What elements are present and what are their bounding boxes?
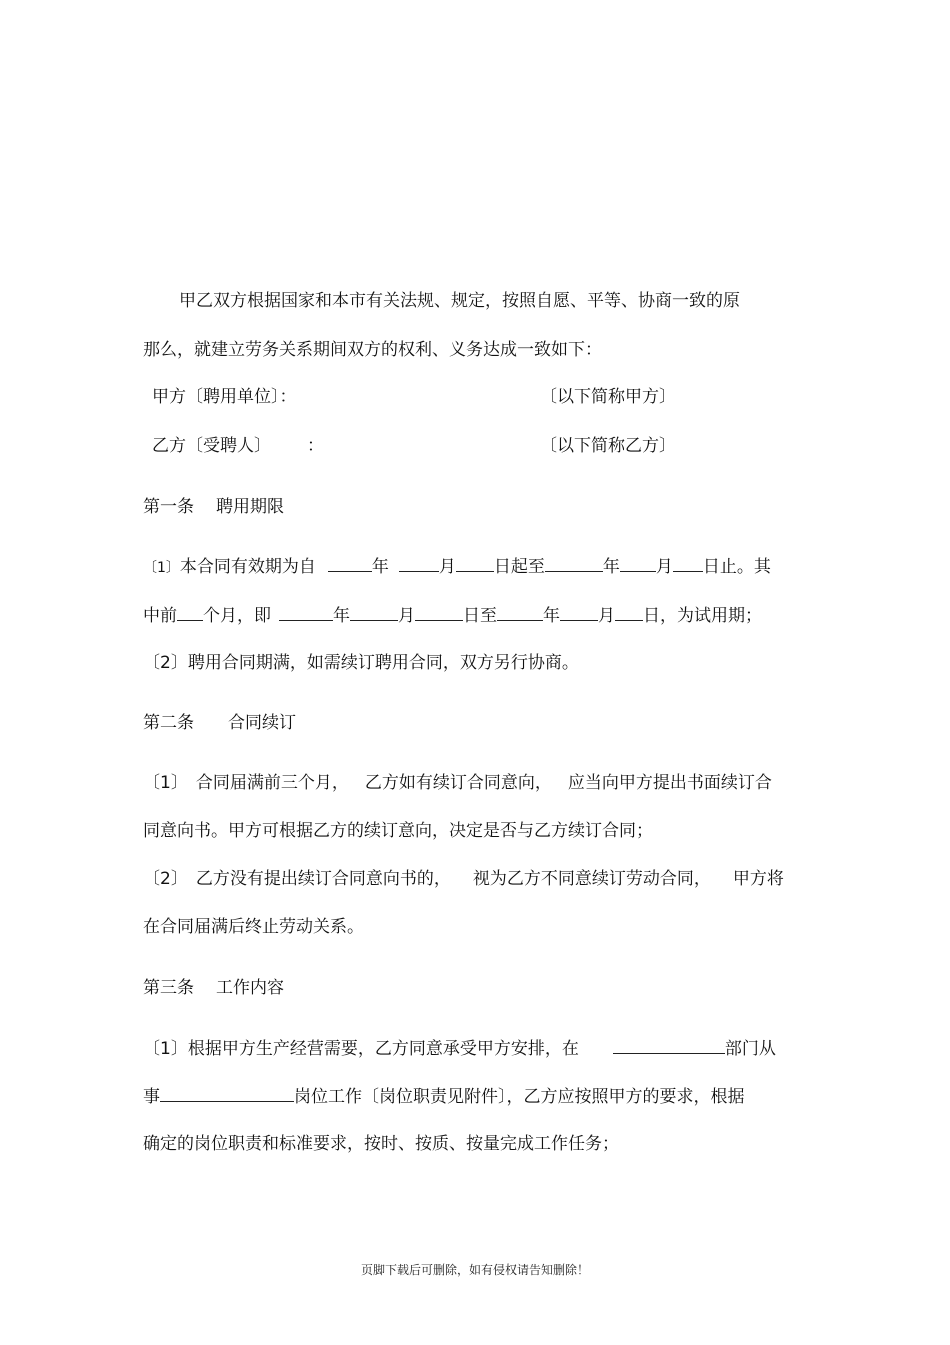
- blank-probation-start-month[interactable]: [350, 603, 398, 621]
- page-footer: [0, 1262, 950, 1278]
- article-2-item-1-line-2: 同意向书。甲方可根据乙方的续订意向，决定是否与乙方续订合同；: [143, 821, 653, 841]
- article-3-item-1-line-3: 确定的岗位职责和标准要求，按时、按质、按量完成工作任务；: [143, 1134, 619, 1154]
- article-3-heading: 第三条 工作内容: [143, 978, 284, 998]
- blank-probation-months[interactable]: [177, 603, 203, 621]
- article-2-item-2-line-2: 在合同届满后终止劳动关系。: [143, 917, 364, 937]
- party-a-note: 〔以下简称甲方〕: [540, 387, 676, 407]
- party-b-line: 乙方〔受聘人〕 ：: [152, 436, 324, 456]
- blank-start-month[interactable]: [399, 554, 439, 572]
- party-a-label: 甲方〔聘用单位〕：: [152, 387, 297, 407]
- blank-probation-start-year[interactable]: [279, 603, 333, 621]
- blank-end-year[interactable]: [545, 554, 603, 572]
- intro-line-2: 那么，就建立劳务关系期间双方的权利、义务达成一致如下：: [143, 340, 602, 360]
- article-1-item-1-line-1: 〔1〕本合同有效期为自 年 月 日起至 年 月 日止。其: [143, 554, 771, 580]
- article-2-heading: 第二条 合同续订: [143, 713, 296, 733]
- article-1-item-2: 〔2〕聘用合同期满，如需续订聘用合同，双方另行协商。: [143, 653, 579, 673]
- blank-probation-start-day[interactable]: [415, 603, 463, 621]
- party-a-line: [152, 385, 297, 409]
- article-1-heading: 第一条 聘用期限: [143, 497, 284, 517]
- blank-start-day[interactable]: [456, 554, 494, 572]
- party-b-note: 〔以下简称乙方〕: [540, 436, 676, 456]
- article-2-item-2-line-1: 〔2〕 乙方没有提出续订合同意向书的， 视为乙方不同意续订劳动合同， 甲方将: [143, 869, 784, 889]
- blank-position[interactable]: [160, 1084, 294, 1102]
- party-b-label: 乙方〔受聘人〕: [152, 436, 271, 456]
- article-3-item-1-line-2: 事 岗位工作〔岗位职责见附件〕，乙方应按照甲方的要求，根据: [143, 1084, 745, 1109]
- blank-department[interactable]: [613, 1036, 725, 1054]
- intro-line-1: 甲乙双方根据国家和本市有关法规、规定，按照自愿、平等、协商一致的原: [179, 291, 740, 311]
- blank-probation-end-month[interactable]: [560, 603, 598, 621]
- article-1-item-1-line-2: 中前 个月，即 年 月 日至 年 月 日，为试用期；: [143, 603, 762, 628]
- article-3-item-1-line-1: 〔1〕根据甲方生产经营需要，乙方同意承受甲方安排，在 部门从: [143, 1036, 776, 1061]
- article-2-item-1-line-1: 〔1〕 合同届满前三个月， 乙方如有续订合同意向， 应当向甲方提出书面续订合: [143, 773, 772, 793]
- blank-end-day[interactable]: [673, 554, 703, 572]
- blank-start-year[interactable]: [328, 554, 372, 572]
- blank-probation-end-year[interactable]: [497, 603, 543, 621]
- footer-text: 页脚下载后可删除，如有侵权请告知删除！: [360, 1263, 589, 1277]
- blank-probation-end-day[interactable]: [615, 603, 643, 621]
- blank-end-month[interactable]: [620, 554, 656, 572]
